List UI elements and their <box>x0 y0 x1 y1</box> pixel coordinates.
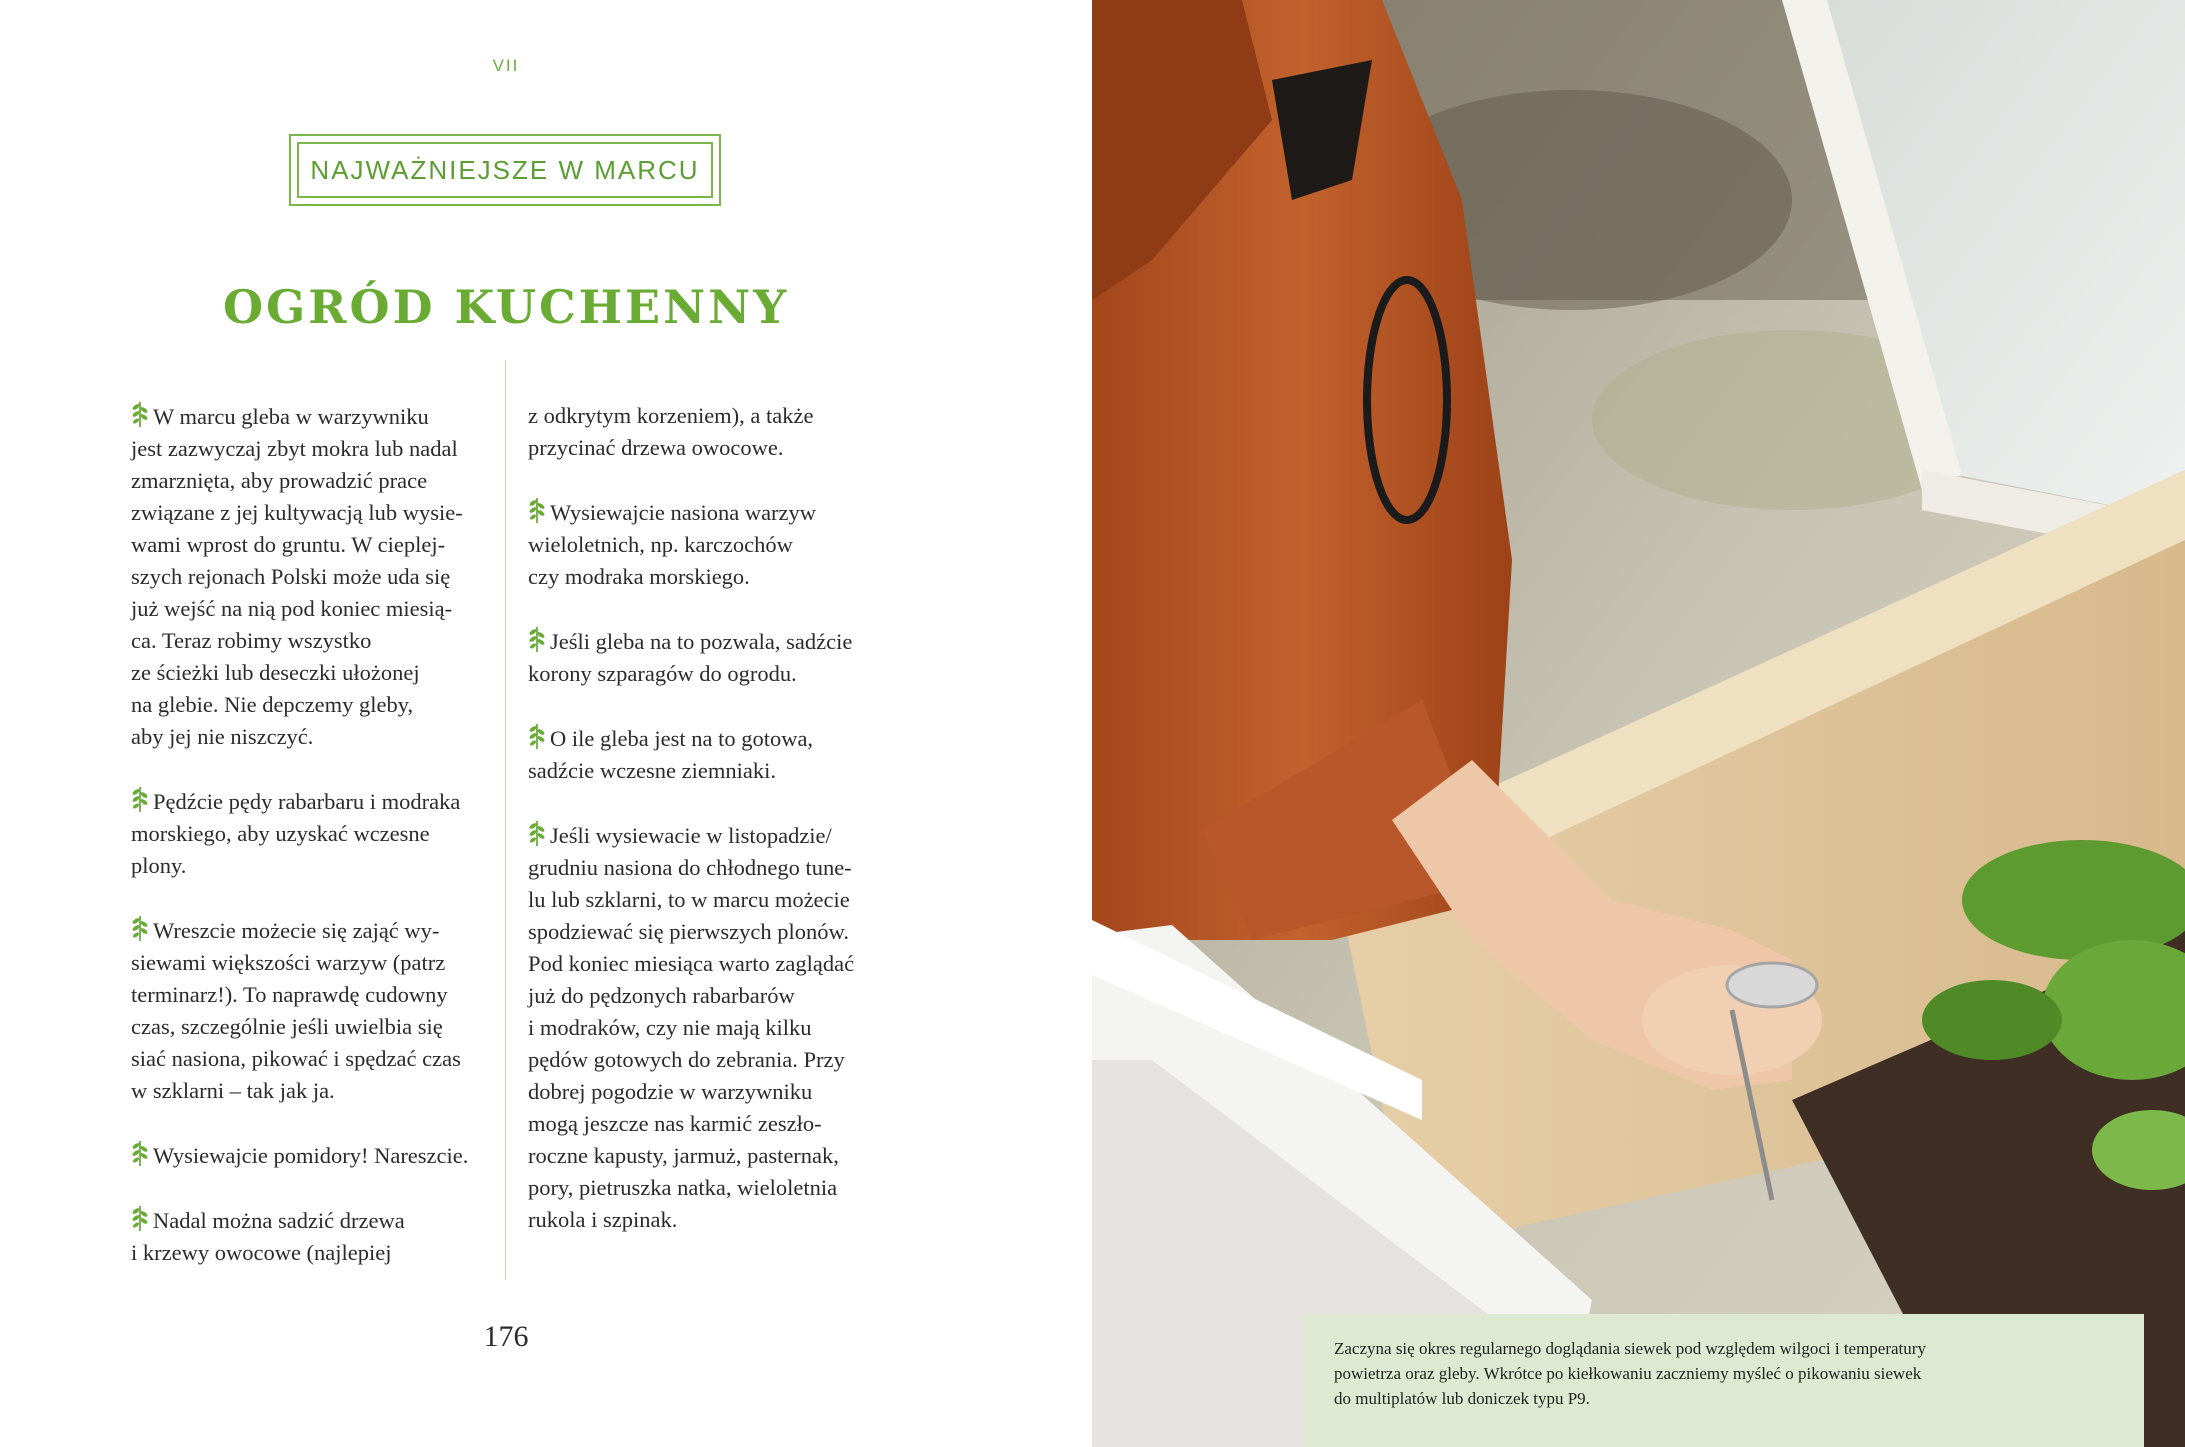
text-line: zmarznięta, aby prowadzić prace <box>131 468 428 493</box>
text-line: roczne kapusty, jarmuż, pasternak, <box>528 1143 839 1168</box>
column-divider <box>505 360 506 1280</box>
caption-line: powietrza oraz gleby. Wkrótce po kiełkowaniu zaczniemy myśleć o pikowaniu siewek <box>1334 1364 1922 1383</box>
text-line: aby jej nie niszczyć. <box>131 724 314 749</box>
leaf-icon <box>131 400 149 428</box>
text-line: pędów gotowych do zebrania. Przy <box>528 1047 845 1072</box>
bullet-paragraph <box>131 785 501 882</box>
text-line: dobrej pogodzie w warzywniku <box>528 1079 813 1104</box>
text-line: z odkrytym korzeniem), a także <box>528 403 814 428</box>
bullet-paragraph <box>131 1139 501 1172</box>
text-line: pory, pietruszka natka, wieloletnia <box>528 1175 838 1200</box>
section-box-label: NAJWAŻNIEJSZE W MARCU <box>310 154 700 185</box>
text-column-left <box>131 400 501 1301</box>
text-line: plony. <box>131 853 187 878</box>
text-line-content: Wreszcie możecie się zająć wy- <box>153 918 440 943</box>
leaf-icon <box>131 1139 149 1167</box>
text-line: sadźcie wczesne ziemniaki. <box>528 758 776 783</box>
text-line: ze ścieżki lub deseczki ułożonej <box>131 660 420 685</box>
text-line: szych rejonach Polski może uda się <box>131 564 451 589</box>
leaf-icon <box>131 1204 149 1232</box>
text-line-content: O ile gleba jest na to gotowa, <box>550 726 814 751</box>
text-line: mogą jeszcze nas karmić zeszło- <box>528 1111 822 1136</box>
text-line: spodziewać się pierwszych plonów. <box>528 919 849 944</box>
text-line <box>131 1204 501 1237</box>
section-box <box>289 134 721 206</box>
text-line: czas, szczególnie jeśli uwielbia się <box>131 1014 443 1039</box>
bullet-paragraph <box>528 496 898 593</box>
text-line: ca. Teraz robimy wszystko <box>131 628 372 653</box>
text-line: i modraków, czy nie mają kilku <box>528 1015 812 1040</box>
text-line-content: Wysiewajcie nasiona warzyw <box>550 500 817 525</box>
text-line: związane z jej kultywacją lub wysie- <box>131 500 463 525</box>
text-line <box>528 496 898 529</box>
bullet-paragraph <box>528 722 898 787</box>
text-line: już wejść na nią pod koniec miesią- <box>131 596 453 621</box>
text-line: przycinać drzewa owocowe. <box>528 435 784 460</box>
right-page <box>1092 0 2185 1447</box>
text-line: terminarz!). To naprawdę cudowny <box>131 982 448 1007</box>
text-line-content: Nadal można sadzić drzewa <box>153 1208 405 1233</box>
caption-line: do multiplatów lub doniczek typu P9. <box>1334 1389 1590 1408</box>
text-line: wami wprost do gruntu. W cieplej- <box>131 532 446 557</box>
bullet-paragraph <box>528 625 898 690</box>
text-line: jest zazwyczaj zbyt mokra lub nadal <box>131 436 458 461</box>
text-line-content: Wysiewajcie pomidory! Nareszcie. <box>153 1143 469 1168</box>
text-line <box>131 914 501 947</box>
text-line: grudniu nasiona do chłodnego tune- <box>528 855 852 880</box>
text-line <box>528 819 898 852</box>
caption-line: Zaczyna się okres regularnego doglądania siewek pod względem wilgoci i temperatury <box>1334 1339 1926 1358</box>
leaf-icon <box>528 496 546 524</box>
garden-photo <box>1092 0 2185 1447</box>
leaf-icon <box>528 819 546 847</box>
text-line <box>131 1139 501 1172</box>
page-title: OGRÓD KUCHENNY <box>222 280 790 334</box>
text-line-content: Jeśli gleba na to pozwala, sadźcie <box>550 629 853 654</box>
leaf-icon <box>528 722 546 750</box>
text-line: rukola i szpinak. <box>528 1207 678 1232</box>
text-line: i krzewy owocowe (najlepiej <box>131 1240 392 1265</box>
text-line: lu lub szklarni, to w marcu możecie <box>528 887 850 912</box>
text-column-right <box>528 400 898 1268</box>
chapter-label: VII <box>492 56 520 75</box>
text-line-content: W marcu gleba w warzywniku <box>153 404 429 429</box>
text-line: Pod koniec miesiąca warto zaglądać <box>528 951 855 976</box>
text-line <box>131 400 501 433</box>
text-line <box>131 785 501 818</box>
text-line: korony szparagów do ogrodu. <box>528 661 797 686</box>
text-line: siać nasiona, pikować i spędzać czas <box>131 1046 461 1071</box>
text-line <box>528 625 898 658</box>
text-line: czy modraka morskiego. <box>528 564 750 589</box>
bullet-paragraph <box>131 1204 501 1269</box>
bullet-paragraph <box>131 914 501 1107</box>
text-line: morskiego, aby uzyskać wczesne <box>131 821 430 846</box>
text-line: już do pędzonych rabarbarów <box>528 983 795 1008</box>
bullet-paragraph <box>528 400 898 464</box>
text-line: siewami większości warzyw (patrz <box>131 950 446 975</box>
text-line <box>528 722 898 755</box>
bullet-paragraph <box>131 400 501 753</box>
text-line: wieloletnich, np. karczochów <box>528 532 793 557</box>
photo-caption <box>1304 1314 2144 1447</box>
text-line-content: Pędźcie pędy rabarbaru i modraka <box>153 789 461 814</box>
leaf-icon <box>131 785 149 813</box>
text-line: w szklarni – tak jak ja. <box>131 1078 335 1103</box>
text-line-content: Jeśli wysiewacie w listopadzie/ <box>550 823 832 848</box>
bullet-paragraph <box>528 819 898 1236</box>
page-number: 176 <box>483 1320 529 1353</box>
left-page <box>0 0 1092 1447</box>
leaf-icon <box>528 625 546 653</box>
leaf-icon <box>131 914 149 942</box>
text-line: na glebie. Nie depczemy gleby, <box>131 692 414 717</box>
